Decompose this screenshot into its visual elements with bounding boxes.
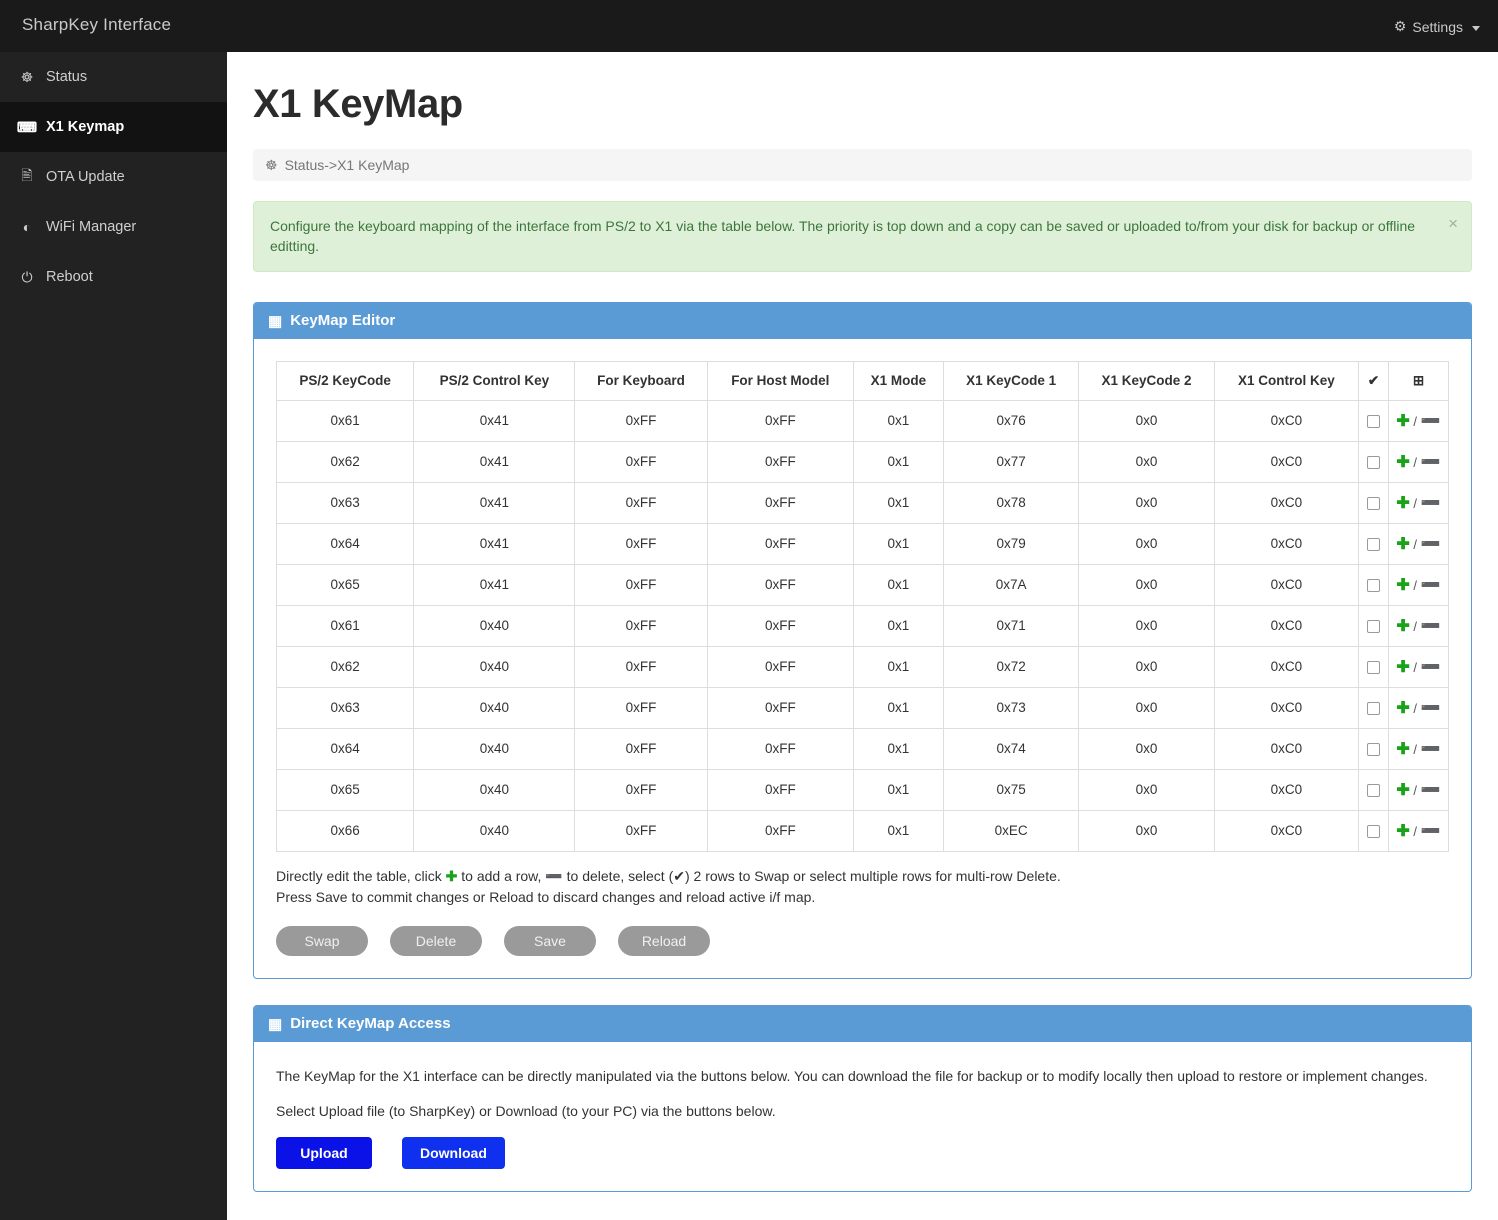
row-checkbox[interactable] [1367,743,1380,756]
table-cell[interactable]: 0xFF [707,564,853,605]
column-header-x1-control-key: X1 Control Key [1214,361,1358,400]
check-icon: ✔ [673,867,685,884]
power-icon: ⏻ [21,268,33,285]
table-row [277,482,1449,523]
row-actions-cell [1389,646,1449,687]
note-part-3: to delete, select ( [562,867,674,884]
table-cell[interactable]: 0x0 [1079,728,1214,769]
table-cell[interactable]: 0x71 [943,605,1078,646]
direct-access-button-row [276,1137,1449,1169]
sidebar-item-x1-keymap[interactable] [0,102,227,152]
table-cell[interactable]: 0xFF [575,605,707,646]
add-row-icon[interactable]: ✚ [1396,658,1410,676]
add-row-icon[interactable]: ✚ [1396,453,1410,471]
row-actions-cell [1389,605,1449,646]
row-select-cell [1359,728,1389,769]
table-cell[interactable]: 0x64 [277,523,414,564]
info-alert [253,201,1472,272]
gear-icon: ⚙ [1393,18,1407,34]
table-cell[interactable]: 0x1 [853,400,943,441]
table-cell[interactable]: 0x0 [1079,646,1214,687]
separator: / [1409,577,1421,593]
delete-row-icon[interactable]: ➖ [1420,781,1441,799]
table-cell[interactable]: 0x0 [1079,769,1214,810]
table-cell[interactable]: 0xFF [707,441,853,482]
table-cell[interactable]: 0x0 [1079,482,1214,523]
page-title: X1 KeyMap [253,82,463,126]
table-cell[interactable]: 0x61 [277,400,414,441]
table-cell[interactable]: 0x1 [853,687,943,728]
table-cell[interactable]: 0x62 [277,441,414,482]
add-row-icon[interactable]: ✚ [1396,412,1410,430]
upload-button[interactable]: Upload [276,1137,372,1169]
keymap-editor-header [254,303,1471,339]
table-cell[interactable]: 0xC0 [1214,523,1358,564]
table-cell[interactable]: 0x0 [1079,441,1214,482]
row-checkbox[interactable] [1367,702,1380,715]
dashboard-icon: ☸ [20,68,34,85]
delete-row-icon[interactable]: ➖ [1420,494,1441,512]
grid-icon: ⊞ [1389,361,1449,400]
table-instructions [276,866,1449,908]
sidebar-item-label: Reboot [46,269,93,285]
column-header-x1-keycode-2: X1 KeyCode 2 [1079,361,1214,400]
separator: / [1409,741,1421,757]
table-cell[interactable]: 0xFF [707,769,853,810]
table-cell[interactable]: 0x1 [853,564,943,605]
column-header-x1-keycode-1: X1 KeyCode 1 [943,361,1078,400]
table-row [277,441,1449,482]
table-cell[interactable]: 0x65 [277,769,414,810]
row-checkbox[interactable] [1367,784,1380,797]
table-instructions-line2: Press Save to commit changes or Reload to discard changes and reload active i/f map. [276,888,816,905]
table-row [277,605,1449,646]
delete-row-icon[interactable]: ➖ [1420,699,1441,717]
delete-row-icon[interactable]: ➖ [1420,412,1441,430]
delete-row-icon[interactable]: ➖ [1420,576,1441,594]
row-checkbox[interactable] [1367,415,1380,428]
add-row-icon[interactable]: ✚ [1396,576,1410,594]
table-cell[interactable]: 0xFF [707,605,853,646]
direct-access-text-1: The KeyMap for the X1 interface can be directly manipulated via the buttons below. You can download the file for backup or to modify locally then upload to restore or implement changes. [276,1067,1428,1084]
keymap-editor-body [254,339,1471,978]
alert-text: Configure the keyboard mapping of the interface from PS/2 to X1 via the table below. The priority is top down and a copy can be saved or uploaded to/from your disk for backup or offline editting. [270,218,1416,255]
table-cell[interactable]: 0x75 [943,769,1078,810]
delete-row-icon[interactable]: ➖ [1420,822,1441,840]
table-cell[interactable]: 0x1 [853,482,943,523]
row-select-cell [1359,400,1389,441]
row-select-cell [1359,441,1389,482]
column-header-x1-mode: X1 Mode [853,361,943,400]
dashboard-icon: ☸ [265,156,278,173]
direct-access-text-2: Select Upload file (to SharpKey) or Download (to your PC) via the buttons below. [276,1103,776,1120]
table-cell[interactable]: 0xFF [575,482,707,523]
separator: / [1409,618,1421,634]
column-header-for-host-model: For Host Model [707,361,853,400]
editor-button-row [276,926,1449,956]
separator: / [1409,536,1421,552]
table-cell[interactable]: 0x79 [943,523,1078,564]
keyboard-icon: ⌨ [16,118,38,135]
sidebar-item-label: WiFi Manager [46,219,137,235]
table-cell[interactable]: 0x41 [414,441,575,482]
table-cell[interactable]: 0xFF [575,769,707,810]
keymap-table-head [277,361,1449,400]
row-select-cell [1359,810,1389,851]
table-cell[interactable]: 0x0 [1079,564,1214,605]
table-cell[interactable]: 0x63 [277,482,414,523]
delete-row-icon[interactable]: ➖ [1420,535,1441,553]
row-select-cell [1359,482,1389,523]
table-row [277,728,1449,769]
delete-row-icon[interactable]: ➖ [1420,740,1441,758]
separator: / [1409,454,1421,470]
table-row [277,810,1449,851]
table-cell[interactable]: 0xFF [575,441,707,482]
table-cell[interactable]: 0x1 [853,728,943,769]
table-cell[interactable]: 0xFF [707,687,853,728]
breadcrumb-text: Status->X1 KeyMap [284,157,410,173]
note-part-1: Directly edit the table, click [276,867,446,884]
separator: / [1409,782,1421,798]
add-row-icon: ✚ [445,867,458,884]
table-cell[interactable]: 0x40 [414,605,575,646]
table-cell[interactable]: 0xC0 [1214,605,1358,646]
add-row-icon[interactable]: ✚ [1396,822,1410,840]
table-cell[interactable]: 0x73 [943,687,1078,728]
add-row-icon[interactable]: ✚ [1396,699,1410,717]
row-checkbox[interactable] [1367,579,1380,592]
add-row-icon[interactable]: ✚ [1396,617,1410,635]
row-checkbox[interactable] [1367,456,1380,469]
top-navbar [0,0,1498,52]
row-actions-cell [1389,523,1449,564]
row-select-cell [1359,523,1389,564]
table-row [277,687,1449,728]
table-row [277,646,1449,687]
separator: / [1409,700,1421,716]
direct-access-header [254,1006,1471,1042]
table-cell[interactable]: 0xC0 [1214,646,1358,687]
sidebar-item-label: X1 Keymap [46,119,125,135]
wifi-icon: ◐ [22,219,32,235]
table-cell[interactable]: 0x40 [414,728,575,769]
table-cell[interactable]: 0xFF [707,646,853,687]
direct-keymap-access-panel [253,1005,1472,1192]
save-button[interactable]: Save [504,926,596,956]
table-cell[interactable]: 0x1 [853,441,943,482]
sidebar-item-reboot[interactable] [0,252,227,302]
table-cell[interactable]: 0xEC [943,810,1078,851]
table-cell[interactable]: 0x0 [1079,810,1214,851]
table-row [277,769,1449,810]
table-row [277,564,1449,605]
table-row [277,400,1449,441]
table-cell[interactable]: 0x77 [943,441,1078,482]
table-cell[interactable]: 0xC0 [1214,810,1358,851]
table-cell[interactable]: 0xFF [707,482,853,523]
row-checkbox[interactable] [1367,538,1380,551]
settings-label: Settings [1412,18,1463,35]
table-cell[interactable]: 0xC0 [1214,441,1358,482]
swap-button[interactable]: Swap [276,926,368,956]
table-cell[interactable]: 0x74 [943,728,1078,769]
table-cell[interactable]: 0x1 [853,810,943,851]
table-header-row [277,361,1449,400]
table-cell[interactable]: 0x1 [853,769,943,810]
add-row-icon[interactable]: ✚ [1396,535,1410,553]
table-cell[interactable]: 0x72 [943,646,1078,687]
table-cell[interactable]: 0x1 [853,523,943,564]
add-row-icon[interactable]: ✚ [1396,740,1410,758]
table-cell[interactable]: 0x1 [853,605,943,646]
table-cell[interactable]: 0xFF [575,400,707,441]
table-cell[interactable]: 0xC0 [1214,728,1358,769]
breadcrumb [253,149,1472,181]
direct-access-body [254,1042,1471,1191]
note-part-2: to add a row, [457,867,546,884]
separator: / [1409,413,1421,429]
table-cell[interactable]: 0x41 [414,564,575,605]
table-cell[interactable]: 0xFF [575,810,707,851]
row-actions-cell [1389,769,1449,810]
table-cell[interactable]: 0x62 [277,646,414,687]
table-cell[interactable]: 0xFF [575,523,707,564]
table-cell[interactable]: 0x63 [277,687,414,728]
table-cell[interactable]: 0x40 [414,810,575,851]
note-part-4: ) 2 rows to Swap or select multiple rows for multi-row Delete. [685,867,1061,884]
main-content [227,52,1498,1220]
sidebar-item-label: OTA Update [46,169,125,185]
table-row [277,523,1449,564]
table-cell[interactable]: 0xC0 [1214,400,1358,441]
delete-row-icon[interactable]: ➖ [1420,617,1441,635]
table-cell[interactable]: 0xFF [575,646,707,687]
table-cell[interactable]: 0xC0 [1214,687,1358,728]
table-cell[interactable]: 0xFF [707,728,853,769]
table-cell[interactable]: 0x78 [943,482,1078,523]
table-cell[interactable]: 0xC0 [1214,482,1358,523]
table-cell[interactable]: 0x0 [1079,605,1214,646]
separator: / [1409,495,1421,511]
table-cell[interactable]: 0xFF [707,810,853,851]
row-actions-cell [1389,564,1449,605]
separator: / [1409,823,1421,839]
reload-button[interactable]: Reload [618,926,710,956]
sidebar [0,52,227,1220]
add-row-icon[interactable]: ✚ [1396,781,1410,799]
table-cell[interactable]: 0xFF [575,564,707,605]
table-cell[interactable]: 0x0 [1079,400,1214,441]
row-select-cell [1359,687,1389,728]
column-header-ps2-control-key: PS/2 Control Key [414,361,575,400]
table-cell[interactable]: 0x41 [414,523,575,564]
column-header-ps2-keycode: PS/2 KeyCode [277,361,414,400]
table-cell[interactable]: 0xFF [575,687,707,728]
row-select-cell [1359,564,1389,605]
row-actions-cell [1389,687,1449,728]
download-button[interactable]: Download [402,1137,505,1169]
separator: / [1409,659,1421,675]
keymap-editor-panel [253,302,1472,979]
table-cell[interactable]: 0x64 [277,728,414,769]
keymap-table [276,361,1449,852]
close-icon[interactable]: × [1448,214,1458,233]
row-actions-cell [1389,441,1449,482]
table-cell[interactable]: 0x61 [277,605,414,646]
table-cell[interactable]: 0x1 [853,646,943,687]
chevron-down-icon [1472,26,1480,31]
table-cell[interactable]: 0x40 [414,769,575,810]
row-actions-cell [1389,810,1449,851]
table-cell[interactable]: 0x7A [943,564,1078,605]
table-cell[interactable]: 0x41 [414,400,575,441]
table-cell[interactable]: 0x76 [943,400,1078,441]
table-cell[interactable]: 0x0 [1079,687,1214,728]
table-cell[interactable]: 0xFF [575,728,707,769]
sidebar-item-label: Status [46,69,88,85]
row-actions-cell [1389,482,1449,523]
keymap-table-body [277,400,1449,851]
delete-row-icon: ➖ [545,867,563,884]
row-checkbox[interactable] [1367,620,1380,633]
row-checkbox[interactable] [1367,497,1380,510]
column-header-for-keyboard: For Keyboard [575,361,707,400]
sidebar-item-status[interactable] [0,52,227,102]
sidebar-item-ota-update[interactable] [0,152,227,202]
table-cell[interactable]: 0x41 [414,482,575,523]
select-all-checkbox[interactable]: ✔ [1359,361,1389,400]
sidebar-item-wifi-manager[interactable] [0,202,227,252]
table-cell[interactable]: 0x65 [277,564,414,605]
table-icon: ▦ [268,1015,283,1033]
table-cell[interactable]: 0x66 [277,810,414,851]
table-cell[interactable]: 0xFF [707,400,853,441]
row-select-cell [1359,646,1389,687]
panel-title: KeyMap Editor [290,312,396,330]
row-actions-cell [1389,728,1449,769]
row-checkbox[interactable] [1367,661,1380,674]
delete-row-icon[interactable]: ➖ [1420,453,1441,471]
app-brand[interactable]: SharpKey Interface [22,15,172,34]
add-row-icon[interactable]: ✚ [1396,494,1410,512]
table-cell[interactable]: 0xC0 [1214,564,1358,605]
panel-title: Direct KeyMap Access [290,1015,451,1033]
table-icon: ▦ [268,312,283,330]
table-cell[interactable]: 0x40 [414,687,575,728]
table-cell[interactable]: 0x0 [1079,523,1214,564]
row-select-cell [1359,605,1389,646]
table-cell[interactable]: 0xC0 [1214,769,1358,810]
delete-button[interactable]: Delete [390,926,482,956]
row-actions-cell [1389,400,1449,441]
table-cell[interactable]: 0x40 [414,646,575,687]
settings-menu[interactable] [1394,18,1480,35]
delete-row-icon[interactable]: ➖ [1420,658,1441,676]
row-select-cell [1359,769,1389,810]
row-checkbox[interactable] [1367,825,1380,838]
table-cell[interactable]: 0xFF [707,523,853,564]
file-icon: 🖹 [21,167,33,183]
